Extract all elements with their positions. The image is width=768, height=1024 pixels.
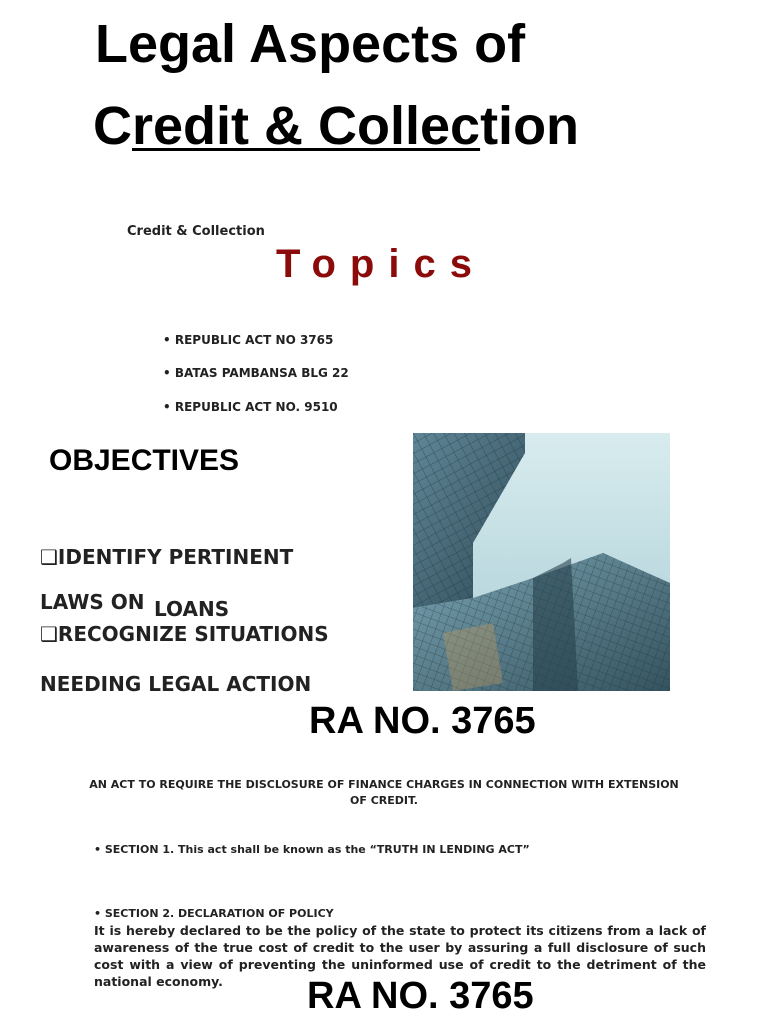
objective-1-line-1: ❑IDENTIFY PERTINENT	[40, 545, 294, 569]
act-description: AN ACT TO REQUIRE THE DISCLOSURE OF FINANCE CHARGES IN CONNECTION WITH EXTENSION OF CREDIT.	[89, 778, 679, 807]
ra-heading-bottom: RA NO. 3765	[307, 975, 534, 1017]
title-line-2-underlined: redit & Collec	[132, 96, 481, 156]
topic-item-1: • REPUBLIC ACT NO 3765	[163, 333, 334, 347]
section-2-heading: • SECTION 2. DECLARATION OF POLICY	[94, 907, 334, 920]
title-line-2-start: C	[93, 96, 132, 156]
topic-item-2: • BATAS PAMBANSA BLG 22	[163, 366, 349, 380]
objective-1-line-2b: LOANS	[154, 597, 230, 621]
subtitle: Credit & Collection	[127, 224, 265, 239]
objective-1-line-2a: LAWS ON	[40, 590, 145, 614]
section-2-body: It is hereby declared to be the policy of the state to protect its citizens from a lack of awareness of the true cost of credit to the user by assuring a full disclosure of such cost with a view of preventing the uninformed use of credit to the detriment of the national economy.	[94, 923, 706, 989]
section-1: • SECTION 1. This act shall be known as the “TRUTH IN LENDING ACT”	[94, 843, 530, 856]
ra-heading: RA NO. 3765	[309, 700, 536, 742]
topic-item-3: • REPUBLIC ACT NO. 9510	[163, 400, 338, 414]
objective-2-line-1: ❑RECOGNIZE SITUATIONS	[40, 622, 329, 646]
title-line-2-end: tion	[480, 96, 580, 156]
title-line-1: Legal Aspects of	[95, 14, 526, 74]
skyscraper-photo	[413, 433, 670, 691]
topics-heading: Topics	[276, 242, 486, 286]
objective-2-line-2: NEEDING LEGAL ACTION	[40, 672, 312, 696]
title-line-2	[93, 96, 579, 156]
objectives-heading: OBJECTIVES	[49, 444, 240, 477]
skyscraper-photo-graphic	[413, 433, 670, 691]
